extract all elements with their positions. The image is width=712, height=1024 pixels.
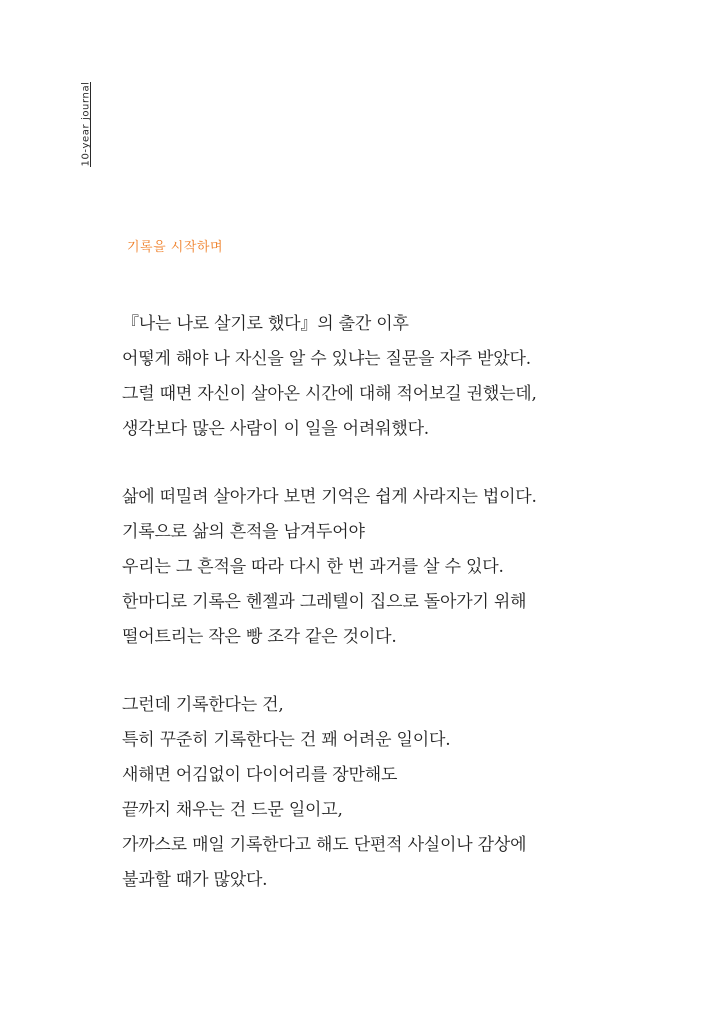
text-line: 한마디로 기록은 헨젤과 그레텔이 집으로 돌아가기 위해 (122, 592, 527, 612)
running-head (80, 81, 92, 167)
text-line: 그런데 기록한다는 건, (122, 695, 284, 715)
text-line: 끝까지 채우는 건 드문 일이고, (122, 800, 343, 820)
text-line: 그럴 때면 자신이 살아온 시간에 대해 적어보길 권했는데, (122, 384, 537, 404)
text-line: 특히 꾸준히 기록한다는 건 꽤 어려운 일이다. (122, 730, 451, 750)
text-line: 우리는 그 흔적을 따라 다시 한 번 과거를 살 수 있다. (122, 557, 504, 577)
paragraph-2 (122, 480, 592, 655)
text-line: 기록으로 삶의 흔적을 남겨두어야 (122, 522, 365, 542)
text-line: 떨어트리는 작은 빵 조각 같은 것이다. (122, 627, 397, 647)
text-line: 가까스로 매일 기록한다고 해도 단편적 사실이나 감상에 (122, 835, 527, 855)
paragraph-3 (122, 688, 592, 898)
text-line: 삶에 떠밀려 살아가다 보면 기억은 쉽게 사라지는 법이다. (122, 487, 537, 507)
text-line: 생각보다 많은 사람이 이 일을 어려워했다. (122, 419, 429, 439)
chapter-title: 기록을 시작하며 (127, 240, 224, 255)
body-text (122, 307, 592, 931)
text-line: 어떻게 해야 나 자신을 알 수 있냐는 질문을 자주 받았다. (122, 349, 531, 369)
text-line: 『나는 나로 살기로 했다』의 출간 이후 (122, 314, 409, 334)
text-line: 새해면 어김없이 다이어리를 장만해도 (122, 765, 398, 785)
running-head-label: 10-year journal (80, 81, 92, 167)
paragraph-1 (122, 307, 592, 447)
text-line: 불과할 때가 많았다. (122, 870, 268, 890)
